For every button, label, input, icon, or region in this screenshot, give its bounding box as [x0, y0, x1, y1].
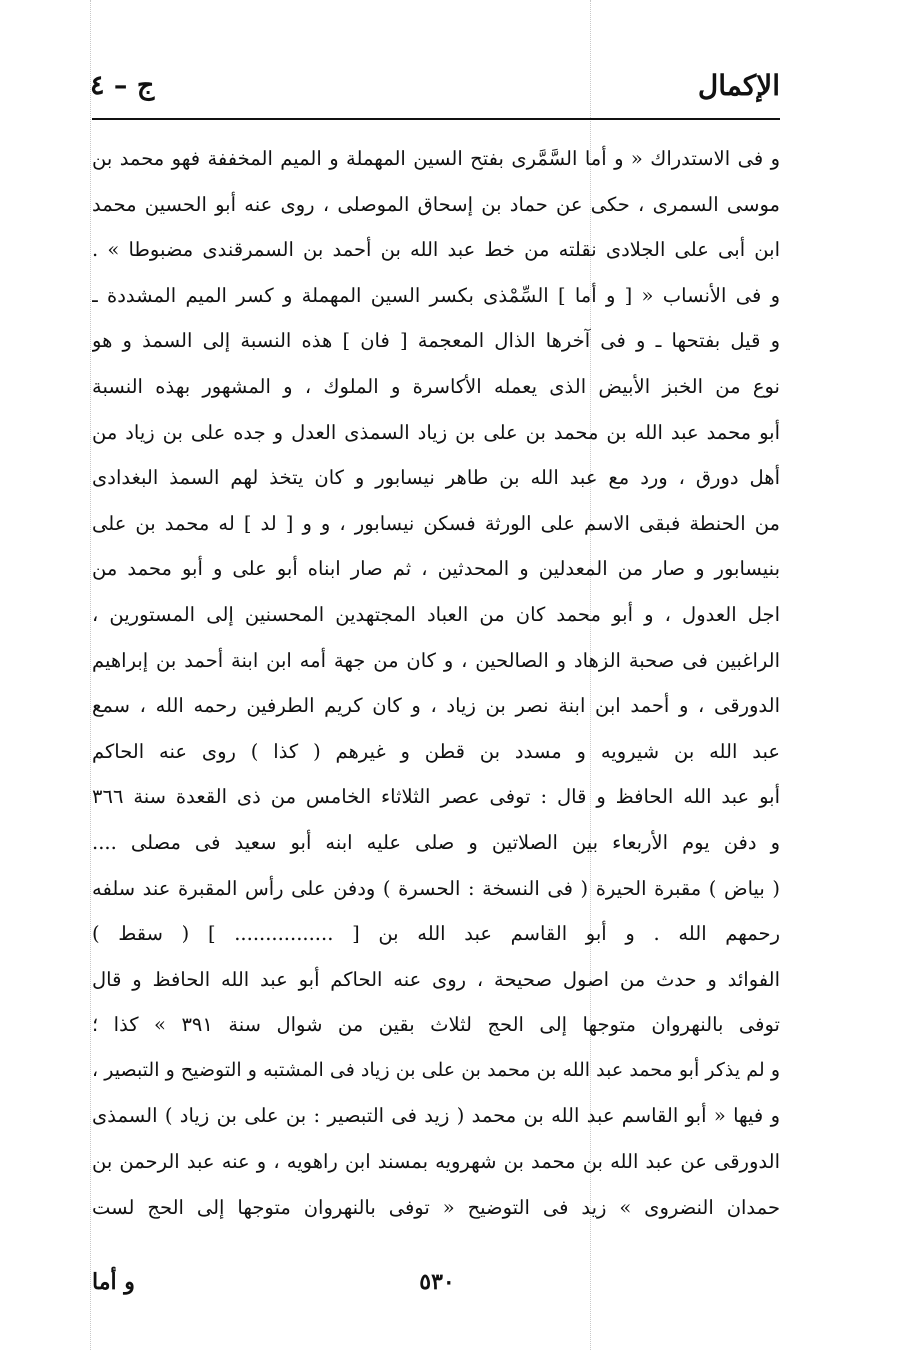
text-line: الراغبين فى صحبة الزهاد و الصالحين ، و كان من جهة أمه ابن ابنة أحمد بن إبراهيم — [92, 648, 780, 672]
text-line: من الحنطة فبقى الاسم على الورثة فسكن نيسابور ، و و [ لد ] له محمد بن على — [92, 511, 780, 535]
page-number: ٥٣٠ — [419, 1269, 455, 1295]
text-line: موسى السمرى ، حكى عن حماد بن إسحاق الموصلى ، روى عنه أبو الحسين محمد — [92, 192, 780, 216]
text-line: أبو محمد عبد الله بن محمد بن على بن زياد السمذى العدل و جده على بن زياد من — [92, 420, 780, 444]
text-line: و فى الاستدراك « و أما السَّمَّرى بفتح السين المهملة و الميم المخففة فهو محمد بن — [92, 147, 780, 170]
text-line: و دفن يوم الأربعاء بين الصلاتين و صلى عليه ابنه أبو سعيد فى مصلى .... — [92, 830, 780, 854]
text-line: الفوائد و حدث من اصول صحيحة ، روى عنه الحاكم أبو عبد الله الحافظ و قال — [92, 967, 780, 991]
page-footer — [92, 1262, 780, 1302]
text-line: حمدان النضروى » زيد فى التوضيح « توفى بالنهروان متوجها إلى الحج لست — [92, 1195, 780, 1219]
text-line: ابن أبى على الجلادى نقلته من خط عبد الله بن أحمد بن السمرقندى مضبوطا » . — [92, 238, 780, 262]
main-text — [92, 136, 780, 1230]
text-line: و لم يذكر أبو محمد عبد الله بن محمد بن على بن زياد فى المشتبه و التوضيح و التبصير ، — [92, 1058, 780, 1081]
text-line: الدورقى عن عبد الله بن محمد بن شهرويه بمسند ابن راهويه ، و عنه عبد الرحمن بن — [92, 1150, 780, 1174]
volume-label: ج – ٤ — [90, 70, 155, 101]
text-line: و فيها « أبو القاسم عبد الله بن محمد ( زيد فى التبصير : بن على بن زياد ) السمذى — [92, 1104, 780, 1128]
text-line: ( بياض ) مقبرة الحيرة ( فى النسخة : الحسرة ) ودفن على رأس المقبرة عند سلفه — [92, 876, 780, 900]
text-line: أبو عبد الله الحافظ و قال : توفى عصر الثلاثاء الخامس من ذى القعدة سنة ٣٦٦ — [92, 785, 780, 809]
text-line: رحمهم الله . و أبو القاسم عبد الله بن [ ................ ] ( سقط ) — [92, 922, 780, 946]
text-line: بنيسابور و صار من المعدلين و المحدثين ، ثم صار ابناه أبو على و أبو محمد من — [92, 557, 780, 581]
text-line: و قيل بفتحها ـ و فى آخرها الذال المعجمة [ فان ] هذه النسبة إلى السمذ و هو — [92, 329, 780, 353]
text-line: الدورقى ، و أحمد ابن ابنة نصر بن زياد ، و كان كريم الطرفين رحمه الله ، سمع — [92, 694, 780, 718]
book-title: الإكمال — [697, 69, 780, 102]
text-line: اجل العدول ، و أبو محمد كان من العباد المجتهدين المحسنين إلى المستورين ، — [92, 602, 780, 626]
catchword: و أما — [92, 1269, 135, 1295]
text-line: أهل دورق ، ورد مع عبد الله بن طاهر نيسابور و كان يتخذ لهم السمذ البغدادى — [92, 466, 780, 490]
header-rule — [92, 118, 780, 120]
page-header — [90, 66, 780, 106]
text-line: عبد الله بن شيرويه و مسدد بن قطن و غيرهم ( كذا ) روى عنه الحاكم — [92, 739, 780, 763]
scan-artifact-line — [90, 0, 91, 1350]
text-line: و فى الأنساب « [ و أما ] السِّمْذى بكسر السين المهملة و كسر الميم المشددة ـ — [92, 283, 780, 307]
text-line: نوع من الخبز الأبيض الذى يعمله الأكاسرة و الملوك ، و المشهور بهذه النسبة — [92, 374, 780, 398]
text-line: توفى بالنهروان متوجها إلى الحج لثلاث بقين من شوال سنة ٣٩١ » كذا ؛ — [92, 1013, 780, 1037]
